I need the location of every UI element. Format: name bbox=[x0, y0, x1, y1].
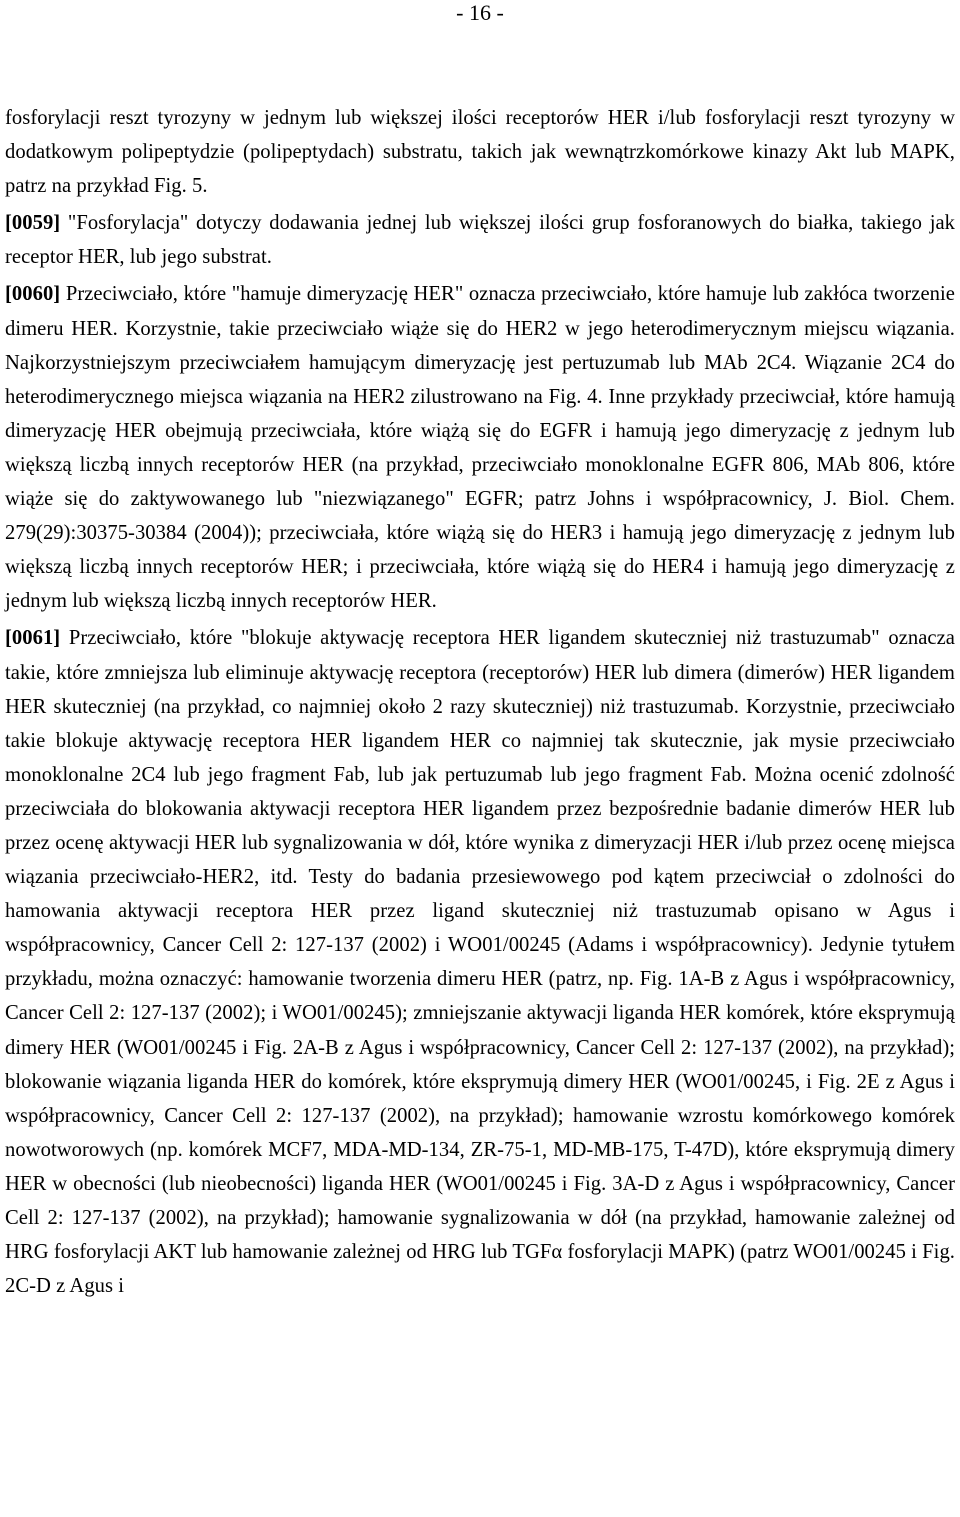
paragraph-continuation bbox=[5, 101, 955, 203]
paragraph-0060 bbox=[5, 277, 955, 618]
paragraph-text: Przeciwciało, które "blokuje aktywację receptora HER ligandem skuteczniej niż trastuzumab" oznacza takie, które zmniejsza lub eliminuje aktywację receptora (receptorów) HER lub dimera (dimerów) HER ligandem HER skuteczniej (na przykład, co najmniej około 2 razy skuteczniej) niż trastuzumab. Korzystnie, przeciwciało takie blokuje aktywację receptora HER ligandem HER co najmniej tak skutecznie, jak mysie przeciwciało monoklonalne 2C4 lub jego fragment Fab, lub jak pertuzumab lub jego fragment Fab. Można ocenić zdolność przeciwciała do blokowania aktywacji receptora HER ligandem przez bezpośrednie badanie dimerów HER lub przez ocenę aktywacji HER lub sygnalizowania w dół, które wynika z dimeryzacji HER i/lub przez ocenę miejsca wiązania przeciwciało-HER2, itd. Testy do badania przesiewowego pod kątem przeciwciał o zdolności do hamowania aktywacji receptora HER przez ligand skuteczniej niż trastuzumab opisano w Agus i współpracownicy, Cancer Cell 2: 127-137 (2002) i WO01/00245 (Adams i współpracownicy). Jedynie tytułem przykładu, można oznaczyć: hamowanie tworzenia dimeru HER (patrz, np. Fig. 1A-B z Agus i współpracownicy, Cancer Cell 2: 127-137 (2002); i WO01/00245); zmniejszanie aktywacji liganda HER komórek, które eksprymują dimery HER (WO01/00245 i Fig. 2A-B z Agus i współpracownicy, Cancer Cell 2: 127-137 (2002), na przykład); blokowanie wiązania liganda HER do komórek, które eksprymują dimery HER (WO01/00245, i Fig. 2E z Agus i współpracownicy, Cancer Cell 2: 127-137 (2002), na przykład); hamowanie wzrostu komórkowego komórek nowotworowych (np. komórek MCF7, MDA-MD-134, ZR-75-1, MD-MB-175, T-47D), które eksprymują dimery HER w obecności (lub nieobecności) liganda HER (WO01/00245 i Fig. 3A-D z Agus i współpracownicy, Cancer Cell 2: 127-137 (2002), na przykład); hamowanie sygnalizowania w dół (na przykład, hamowanie zależnej od HRG fosforylacji AKT lub hamowanie zależnej od HRG lub TGFα fosforylacji MAPK) (patrz WO01/00245 i Fig. 2C-D z Agus i bbox=[5, 627, 955, 1298]
paragraph-number: [0061] bbox=[5, 627, 61, 650]
paragraph-0061 bbox=[5, 621, 955, 1303]
page-number: - 16 - bbox=[456, 0, 504, 25]
paragraph-0059 bbox=[5, 206, 955, 274]
paragraph-number: [0060] bbox=[5, 283, 61, 306]
paragraph-text: "Fosforylacja" dotyczy dodawania jednej lub większej ilości grup fosforanowych do białka, takiego jak receptor HER, lub jego substrat. bbox=[5, 212, 955, 269]
document-body bbox=[5, 101, 955, 1306]
paragraph-text: Przeciwciało, które "hamuje dimeryzację HER" oznacza przeciwciało, które hamuje lub zakłóca tworzenie dimeru HER. Korzystnie, takie przeciwciało wiąże się do HER2 w jego heterodimerycznym miejscu wiązania. Najkorzystniejszym przeciwciałem hamującym dimeryzację jest pertuzumab lub MAb 2C4. Wiązanie 2C4 do heterodimerycznego miejsca wiązania na HER2 zilustrowano na Fig. 4. Inne przykłady przeciwciał, które hamują dimeryzację HER obejmują przeciwciała, które wiążą się do EGFR i hamują jego dimeryzację z jednym lub większą liczbą innych receptorów HER (na przykład, przeciwciało monoklonalne EGFR 806, MAb 806, które wiąże się do zaktywowanego lub "niezwiązanego" EGFR; patrz Johns i współpracownicy, J. Biol. Chem. 279(29):30375-30384 (2004)); przeciwciała, które wiążą się do HER3 i hamują jego dimeryzację z jednym lub większą liczbą innych receptorów HER; i przeciwciała, które wiążą się do HER4 i hamują jego dimeryzację z jednym lub większą liczbą innych receptorów HER. bbox=[5, 283, 955, 613]
paragraph-text: fosforylacji reszt tyrozyny w jednym lub większej ilości receptorów HER i/lub fosforylacji reszt tyrozyny w dodatkowym polipeptydzie (polipeptydach) substratu, takich jak wewnątrzkomórkowe kinazy Akt lub MAPK, patrz na przykład Fig. 5. bbox=[5, 107, 955, 198]
paragraph-number: [0059] bbox=[5, 212, 61, 235]
